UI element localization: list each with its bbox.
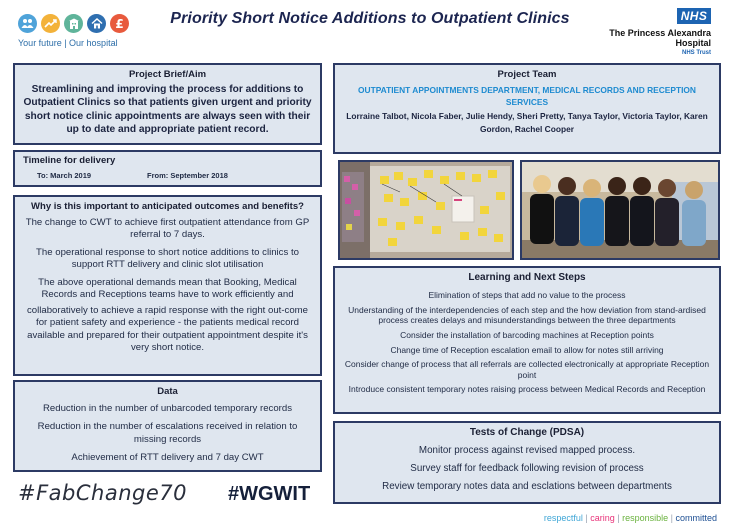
hashtag-fabchange70: #FabChange70 — [18, 481, 187, 505]
tests-title: Tests of Change (PDSA) — [469, 427, 585, 438]
timeline-to: To: March 2019 — [37, 171, 92, 180]
people-icon — [18, 14, 37, 33]
data-item-3: Achievement of RTT delivery and 7 day CWT — [71, 452, 264, 464]
team-title: Project Team — [497, 69, 557, 80]
home-icon — [87, 14, 106, 33]
pound-icon: £ — [110, 14, 129, 33]
why-important-panel — [13, 195, 322, 376]
building-icon — [64, 14, 83, 33]
value-separator: | — [668, 513, 676, 523]
data-item-1: Reduction in the number of unbarcoded temporary records — [42, 403, 293, 414]
timeline-from: From: September 2018 — [147, 171, 228, 180]
trust-name — [571, 28, 711, 49]
learning-item-6: Introduce consistent temporary notes raising process between Medical Records and Reception — [348, 384, 706, 395]
value-separator: | — [582, 513, 591, 523]
process-map-photo — [338, 160, 514, 260]
trust-name-line1: The Princess Alexandra — [609, 28, 711, 38]
team-members: Lorraine Talbot, Nicola Faber, Julie Hendy, Sheri Pretty, Tanya Taylor, Victoria Taylor, Karen Gordon, Rachel Cooper — [346, 111, 708, 134]
trust-subtitle: NHS Trust — [681, 50, 711, 56]
learning-panel — [333, 266, 721, 414]
why-paragraph-2: The operational response to short notice additions to clinics to support RTT delivery and clinic slot utilisation — [36, 246, 299, 271]
value-caring: caring — [590, 513, 615, 523]
brief-title: Project Brief/Aim — [128, 69, 207, 80]
data-title: Data — [157, 386, 178, 397]
learning-item-3: Consider the installation of barcoding machines at Reception points — [400, 329, 654, 340]
tagline-part1: Your future — [18, 38, 62, 48]
learning-item-4: Change time of Reception escalation email to allow for notes still arriving — [390, 344, 664, 355]
tests-item-3: Review temporary notes data and esclations between departments — [382, 481, 672, 493]
team-photo-image — [522, 162, 718, 258]
brief-text: Streamlining and improving the process for additions to Outpatient Clinics so that patients given urgent and priority short notice clinic appointments are always seen with their up to date and appropriate patient record. — [23, 84, 312, 135]
trust-name-line2: Hospital — [675, 38, 711, 49]
logo-icon-row — [18, 14, 129, 33]
tagline-separator: | — [61, 38, 70, 48]
why-paragraph-4: collaboratively to achieve a rapid response with the right out-come for patient safety and experience - the patients medical record available and prepared for their outpatient appointment despite it's very short notice. — [26, 304, 309, 354]
timeline-title: Timeline for delivery — [23, 155, 116, 166]
project-brief-panel — [13, 63, 322, 145]
learning-item-5: Consider change of process that all referrals are collected electronically at appropriate Reception point — [344, 359, 710, 380]
process-map-photo-image — [340, 162, 512, 258]
value-responsible: responsible — [622, 513, 669, 523]
tests-item-2: Survey staff for feedback following revision of process — [410, 463, 644, 475]
why-title: Why is this important to anticipated outcomes and benefits? — [31, 201, 304, 212]
trust-values — [544, 513, 717, 523]
learning-item-2: Understanding of the interdependencies of each step and the how deviation from stand-ardised process creates delays and misunderstandings between the three departments — [348, 304, 706, 326]
data-panel — [13, 380, 322, 472]
team-photo — [520, 160, 720, 260]
why-paragraph-1: The change to CWT to achieve first outpatient attendance from GP referral to 7 days. — [25, 217, 310, 241]
page-title: Priority Short Notice Additions to Outpatient Clinics — [170, 10, 570, 27]
learning-title: Learning and Next Steps — [468, 272, 586, 283]
logo-tagline — [18, 38, 118, 48]
value-separator: | — [614, 513, 623, 523]
why-paragraph-3: The above operational demands mean that Booking, Medical Records and Receptions teams have to work efficiently and — [38, 276, 297, 301]
tests-of-change-panel — [333, 421, 721, 504]
growth-icon — [41, 14, 60, 33]
project-team-panel — [333, 63, 721, 154]
learning-item-1: Elimination of steps that add no value to the process — [428, 290, 626, 300]
team-departments: OUTPATIENT APPOINTMENTS DEPARTMENT, MEDICAL RECORDS AND RECEPTION SERVICES — [358, 85, 696, 108]
value-committed: committed — [675, 513, 717, 523]
timeline-panel — [13, 150, 322, 187]
value-respectful: respectful — [543, 513, 583, 523]
hashtag-wgwit: #WGWIT — [228, 483, 311, 505]
nhs-logo: NHS — [677, 8, 711, 24]
tagline-part2: Our hospital — [69, 38, 118, 48]
tests-item-1: Monitor process against revised mapped process. — [418, 445, 636, 456]
data-item-2: Reduction in the number of escalations received in relation to missing records — [37, 421, 298, 445]
